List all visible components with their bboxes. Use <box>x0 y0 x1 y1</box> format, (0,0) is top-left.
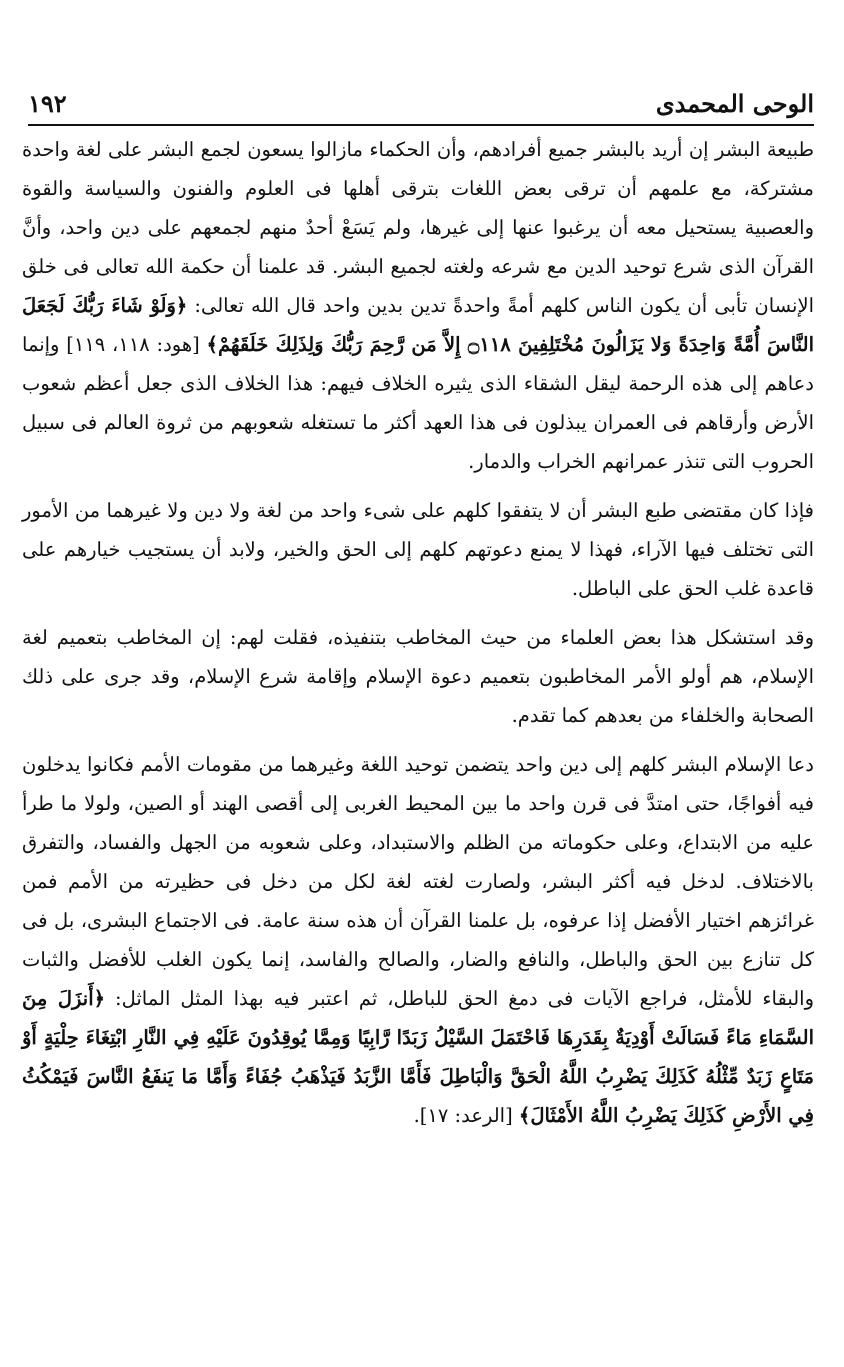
quran-verse-hud: ﴿وَلَوْ شَاءَ رَبُّكَ لَجَعَلَ النَّاسَ أُمَّةً وَاحِدَةً وَلا يَزَالُونَ مُخْتَلِفِينَ ۝١١٨ إِلاَّ مَن رَّحِمَ رَبُّكَ وَلِذَلِكَ خَلَقَهُمْ﴾ <box>22 294 814 356</box>
paragraph-1 <box>22 130 814 481</box>
running-title: الوحى المحمدى <box>655 89 814 118</box>
verse-reference: [الرعد: ١٧]. <box>413 1104 519 1127</box>
page-number: ١٩٢ <box>28 89 67 118</box>
body-text <box>22 130 814 1145</box>
paragraph-text: وإنما دعاهم إلى هذه الرحمة ليقل الشقاء الذى يثيره الخلاف فيهم: هذا الخلاف الذى جعل أعظم شعوب الأرض وأرقاهم فى العمران يبذلون فى هذا العهد أكثر ما تستغله شعوبهم من ثروة العالم فى سبيل الحروب التى تنذر عمرانهم الخراب والدمار. <box>22 333 814 473</box>
paragraph-text: دعا الإسلام البشر كلهم إلى دين واحد يتضمن توحيد اللغة وغيرهما من مقومات الأمم فكانوا يدخلون فيه أفواجًا، حتى امتدَّ فى قرن واحد ما بين المحيط الغربى إلى أقصى الهند أو الصين، ولولا ما طرأ عليه من الابتداع، وعلى حكوماته من الظلم والاستبداد، وعلى شعوبه من الجهل والفساد، والتفرق بالاختلاف. لدخل فيه أكثر البشر، ولصارت لغته لغة لكل من دخل فى حظيرته من الأمم فمن غرائزهم اختيار الأفضل إذا عرفوه، بل علمنا القرآن أن هذه سنة عامة. فى الاجتماع البشرى، بل فى كل تنازع بين الحق والباطل، والنافع والضار، والصالح والفاسد، إنما يكون الغلب للأفضل والثبات والبقاء للأمثل، فراجع الآيات فى دمغ الحق للباطل، ثم اعتبر فيه بهذا المثل الماثل: <box>22 753 814 1010</box>
paragraph-2 <box>22 491 814 608</box>
paragraph-text: فإذا كان مقتضى طبع البشر أن لا يتفقوا كلهم على شىء واحد من لغة ولا دين ولا غيرهما من الأمور التى تختلف فيها الآراء، فهذا لا يمنع دعوتهم كلهم إلى الحق والخير، ولابد أن يستجيب خيارهم على قاعدة غلب الحق على الباطل. <box>22 499 814 600</box>
quran-verse-raad: ﴿أَنزَلَ مِنَ السَّمَاءِ مَاءً فَسَالَتْ أَوْدِيَةٌ بِقَدَرِهَا فَاحْتَمَلَ السَّيْلُ زَبَدًا رَّابِيًا وَمِمَّا يُوقِدُونَ عَلَيْهِ فِي النَّارِ ابْتِغَاءَ حِلْيَةٍ أَوْ مَتَاعٍ زَبَدٌ مِّثْلُهُ كَذَلِكَ يَضْرِبُ اللَّهُ الْحَقَّ وَالْبَاطِلَ فَأَمَّا الزَّبَدُ فَيَذْهَبُ جُفَاءً وَأَمَّا مَا يَنفَعُ النَّاسَ فَيَمْكُثُ فِي الأَرْضِ كَذَلِكَ يَضْرِبُ اللَّهُ الأَمْثَالَ﴾ <box>22 987 814 1127</box>
paragraph-text: وقد استشكل هذا بعض العلماء من حيث المخاطب بتنفيذه، فقلت لهم: إن المخاطب بتعميم لغة الإسلام، هم أولو الأمر المخاطبون بتعميم دعوة الإسلام وإقامة شرع الإسلام، وقد جرى على ذلك الصحابة والخلفاء من بعدهم كما تقدم. <box>22 626 814 727</box>
paragraph-text: طبيعة البشر إن أريد بالبشر جميع أفرادهم، وأن الحكماء مازالوا يسعون لجمع البشر على لغة واحدة مشتركة، مع علمهم أن ترقى بعض اللغات بترقى أهلها فى العلوم والفنون والسياسة والقوة والعصبية يستحيل معه أن يرغبوا عنها إلى غيرها، ولم يَسَعْ أحدٌ منهم لجمعهم على دين واحد، وأنَّ القرآن الذى شرع توحيد الدين مع شرعه ولغته لجميع البشر. قد علمنا أن حكمة الله تعالى فى خلق الإنسان تأبى أن يكون الناس كلهم أمةً واحدةً تدين بدين واحد قال الله تعالى: <box>22 138 815 317</box>
paragraph-4 <box>22 745 814 1135</box>
paragraph-3 <box>22 618 814 735</box>
verse-reference: [هود: ١١٨، ١١٩] <box>59 333 207 356</box>
page-header <box>28 78 814 126</box>
